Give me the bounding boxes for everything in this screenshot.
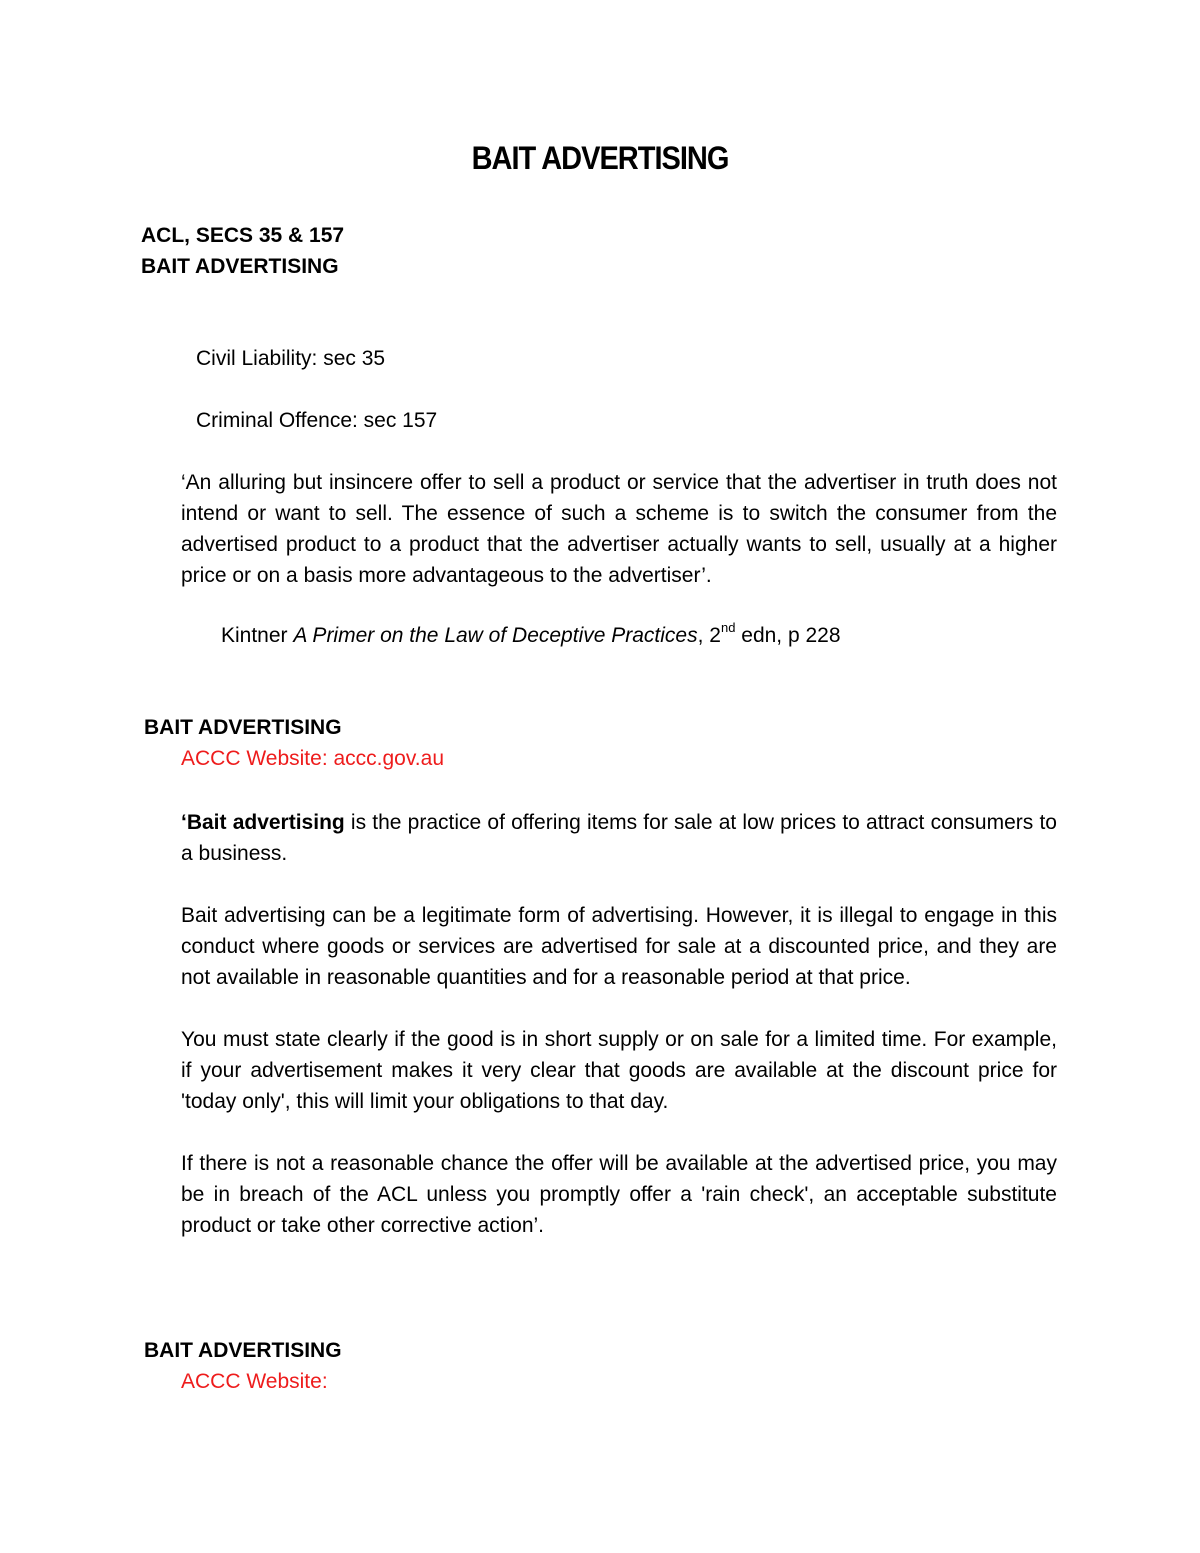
citation bbox=[221, 620, 841, 651]
quote-text: ‘An alluring but insincere offer to sell a product or service that the advertiser in truth does not intend or want to sell. The essence of such a scheme is to switch the consumer from the advertised product to a product that the advertiser actually wants to sell, usually at a higher price or on a basis more advantageous to the advertiser’. bbox=[181, 471, 1057, 587]
section2-source-link[interactable]: ACCC Website: accc.gov.au bbox=[181, 747, 444, 770]
rain-check-paragraph: If there is not a reasonable chance the offer will be available at the advertised price, you may be in breach of the ACL unless you promptly offer a 'rain check', an acceptable substitute product or take other corrective action’. bbox=[181, 1152, 1057, 1237]
bait-definition-paragraph bbox=[181, 807, 1057, 869]
criminal-offence-line: Criminal Offence: sec 157 bbox=[196, 409, 438, 432]
document-title: BAIT ADVERTISING bbox=[471, 141, 729, 177]
bait-definition-text: is the practice of offering items for sale at low prices to attract consumers to a business. bbox=[181, 811, 1057, 865]
bait-term: ‘Bait advertising bbox=[181, 811, 345, 834]
short-supply-paragraph: You must state clearly if the good is in short supply or on sale for a limited time. For example, if your advertisement makes it very clear that goods are available at the discount price for 'today only', this will limit your obligations to that day. bbox=[181, 1028, 1057, 1113]
section3-heading: BAIT ADVERTISING bbox=[144, 1339, 342, 1362]
civil-liability-line: Civil Liability: sec 35 bbox=[196, 347, 386, 370]
section1-heading bbox=[141, 220, 344, 282]
section2-heading: BAIT ADVERTISING bbox=[144, 716, 342, 739]
section1-heading-line1: ACL, SECS 35 & 157 bbox=[141, 224, 345, 247]
citation-edition-pre: , 2 bbox=[697, 624, 721, 647]
citation-title: A Primer on the Law of Deceptive Practices bbox=[293, 624, 698, 647]
section2-body bbox=[181, 807, 1057, 1241]
section3-source-link[interactable]: ACCC Website: bbox=[181, 1370, 328, 1393]
citation-edition-post: edn, p 228 bbox=[735, 624, 841, 647]
quote-paragraph bbox=[181, 467, 1057, 591]
section1-heading-line2: BAIT ADVERTISING bbox=[141, 255, 339, 278]
citation-edition-sup: nd bbox=[720, 620, 736, 635]
legitimacy-paragraph: Bait advertising can be a legitimate form of advertising. However, it is illegal to engage in this conduct where goods or services are advertised for sale at a discounted price, and they are not available in reasonable quantities and for a reasonable period at that price. bbox=[181, 904, 1057, 989]
citation-author: Kintner bbox=[221, 624, 294, 647]
